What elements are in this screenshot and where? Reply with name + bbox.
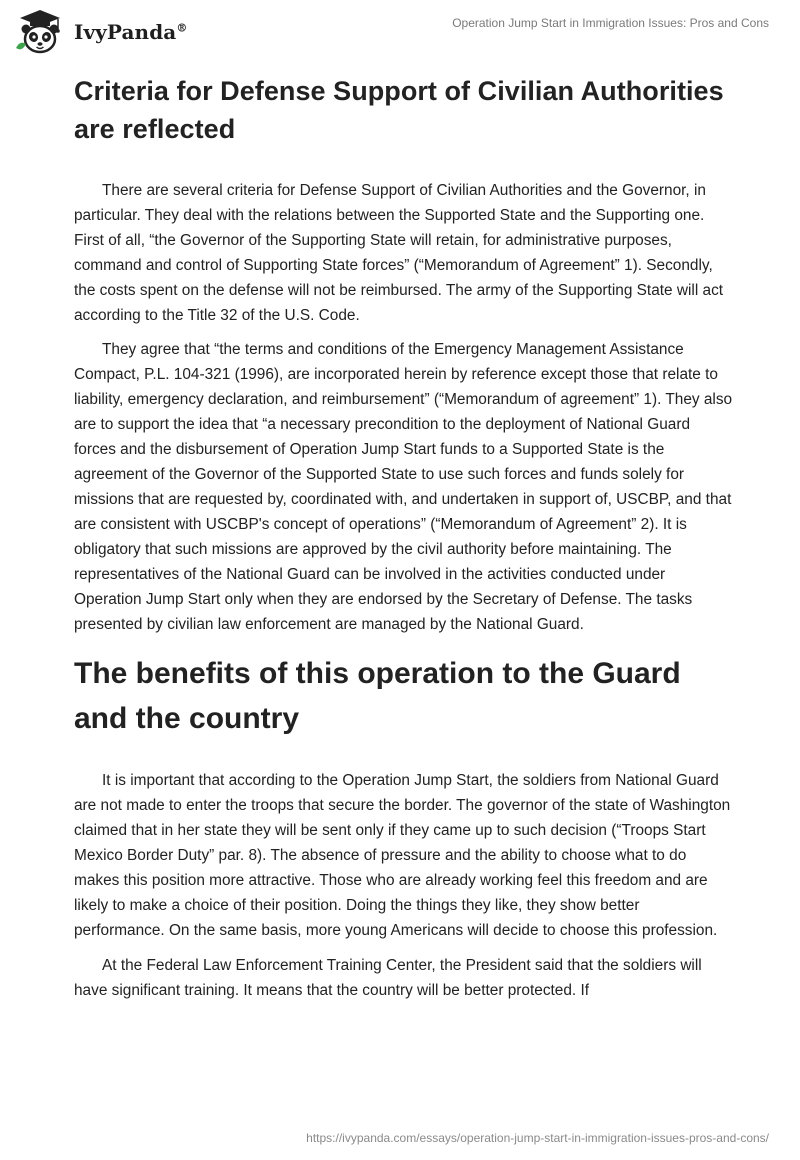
logo-wordmark: IvyPanda	[74, 20, 177, 44]
panda-icon	[14, 8, 66, 56]
paragraph: They agree that “the terms and conditions of the Emergency Management Assistance Compact, P.L. 104-321 (1996), are incorporated herein by reference except those that relate to liability, emergency declaration, and reimbursement” (“Memorandum of agreement” 1). They also are to support the idea that “a necessary precondition to the deployment of National Guard forces and the disbursement of Operation Jump Start funds to a Supported State is the agreement of the Governor of the Supported State to use such forces and funds solely for missions that are requested by, coordinated with, and undertaken in support of, USCBP, and that are consistent with USCBP's concept of operations” (“Memorandum of Agreement” 2). It is obligatory that such missions are approved by the civil authority before maintaining. The representatives of the National Guard can be involved in the activities conducted under Operation Jump Start only when they are endorsed by the Secretary of Defense. The tasks presented by civilian law enforcement are managed by the National Guard.	[74, 341, 733, 633]
paragraph: At the Federal Law Enforcement Training Center, the President said that the soldiers will have significant training. It means that the country will be better protected. If	[74, 957, 702, 999]
ivypanda-logo[interactable]	[14, 8, 187, 56]
section-heading-criteria: Criteria for Defense Support of Civilian Authorities are reflected	[74, 76, 724, 144]
registered-mark: ®	[176, 21, 188, 35]
source-url[interactable]: https://ivypanda.com/essays/operation-jump-start-in-immigration-issues-pros-and-cons/	[306, 1131, 769, 1145]
essay-body	[74, 72, 734, 1003]
document-title: Operation Jump Start in Immigration Issues: Pros and Cons	[452, 16, 769, 30]
paragraph: There are several criteria for Defense Support of Civilian Authorities and the Governor, in particular. They deal with the relations between the Supported State and the Supporting one. First of all, “the Governor of the Supporting State will retain, for administrative purposes, command and control of Supporting State forces” (“Memorandum of Agreement” 1). Secondly, the costs spent on the defense will not be reimbursed. The army of the Supporting State will act according to the Title 32 of the U.S. Code.	[74, 182, 724, 324]
page-header	[0, 0, 800, 70]
section-heading-benefits: The benefits of this operation to the Guard and the country	[74, 657, 681, 735]
paragraph: It is important that according to the Operation Jump Start, the soldiers from National Guard are not made to enter the troops that secure the border. The governor of the state of Washington claimed that in her state they will be sent only if they came up to such decision (“Troops Start Mexico Border Duty” par. 8). The absence of pressure and the ability to choose what to do makes this position more attractive. Those who are already working feel this freedom and are likely to make a choice of their position. Doing the things they like, they show better performance. On the same basis, more young Americans will decide to choose this profession.	[74, 772, 731, 939]
